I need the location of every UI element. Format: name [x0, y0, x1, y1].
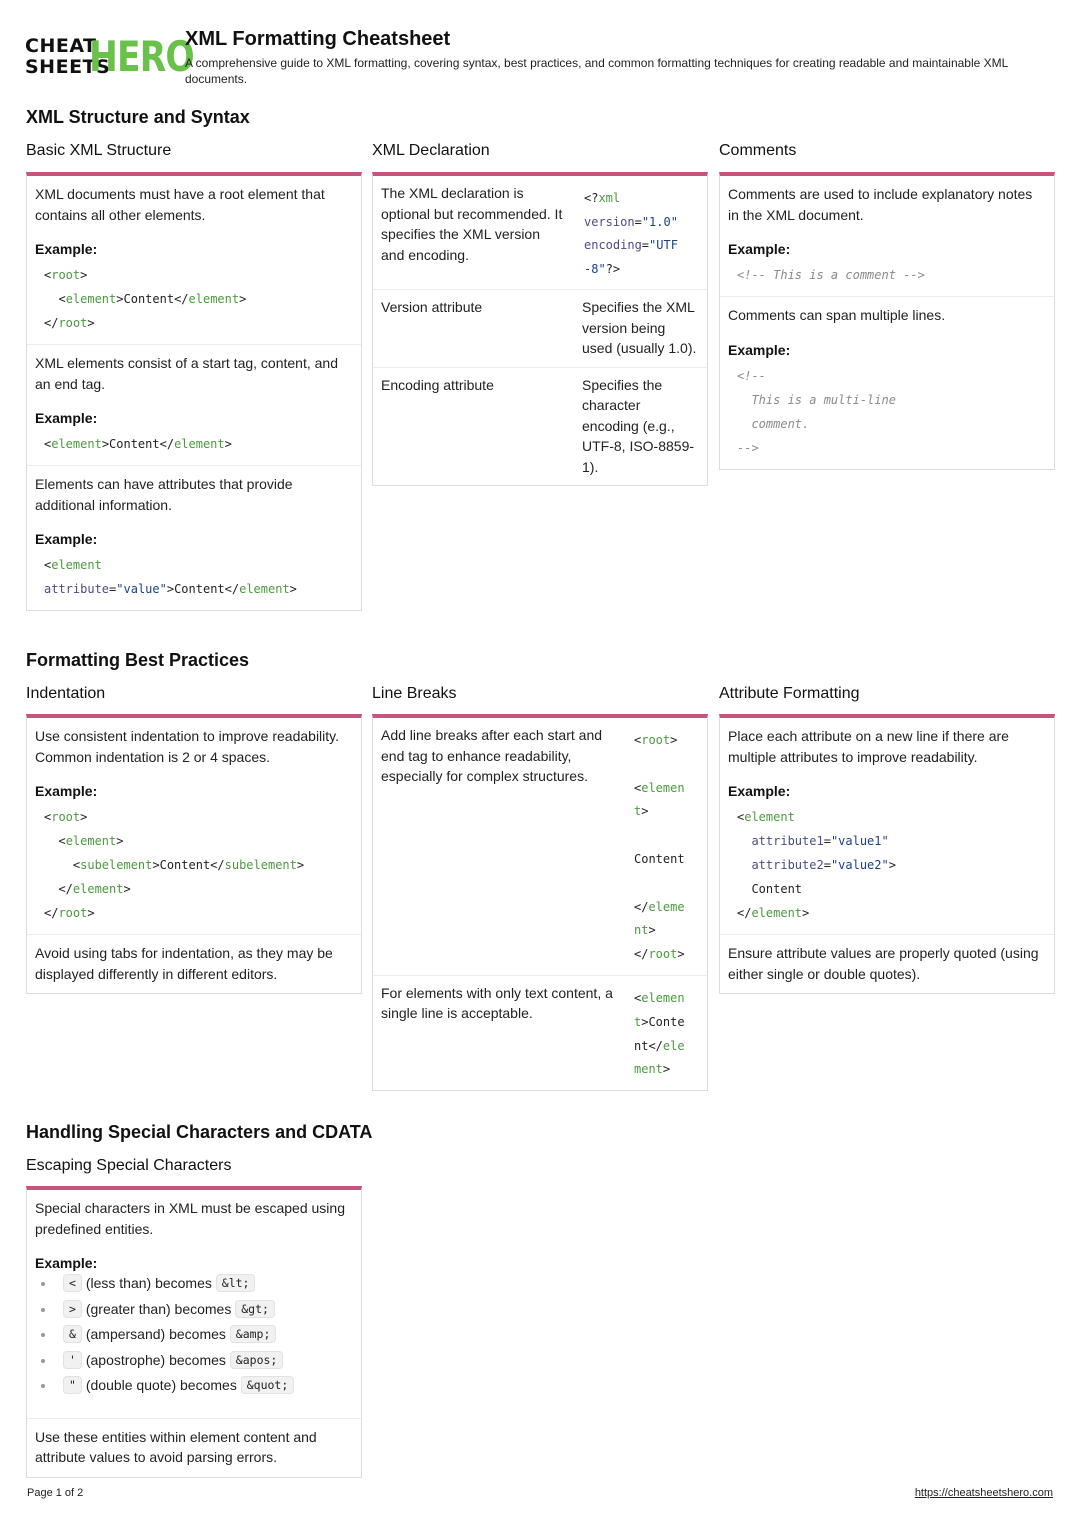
- row-text: For elements with only text content, a single line is acceptable.: [381, 984, 613, 1022]
- row-text: Elements can have attributes that provide additional information.: [35, 476, 293, 513]
- row-text: XML documents must have a root element that contains all other elements.: [35, 186, 325, 223]
- code-example: <elemen t>Conte nt</ele ment>: [634, 990, 685, 1077]
- code-example: <element attribute1="value1" attribute2="value2"> Content </element>: [737, 810, 896, 920]
- row-text: Comments are used to include explanatory notes in the XML document.: [728, 186, 1033, 223]
- list-item: [35, 1297, 353, 1323]
- card-row: [720, 176, 1054, 296]
- char-chip: ': [63, 1351, 82, 1369]
- entity-desc: (apostrophe) becomes: [85, 1351, 226, 1368]
- entity-list: [35, 1271, 353, 1399]
- entity-desc: (ampersand) becomes: [85, 1326, 226, 1343]
- entity-chip: &quot;: [241, 1376, 295, 1394]
- table-row: [373, 176, 707, 289]
- card-title-line-breaks: Line Breaks: [372, 685, 457, 702]
- row-text: The XML declaration is optional but recommended. It specifies the XML version and encoding.: [381, 185, 563, 263]
- char-chip: <: [63, 1274, 82, 1292]
- example-label: Example:: [35, 241, 98, 257]
- card-row: [27, 344, 361, 465]
- example-label: Example:: [35, 410, 98, 426]
- row-text: Use these entities within element content and attribute values to avoid parsing errors.: [35, 1428, 317, 1466]
- card-title-indentation: Indentation: [26, 685, 106, 702]
- code-example: <?xml version="1.0" encoding="UTF -8"?>: [584, 191, 678, 276]
- code-cell: [626, 718, 707, 975]
- card-row: [27, 465, 361, 610]
- code-example: <root> <element>Content</element> </root>: [44, 268, 247, 330]
- row-text: Place each attribute on a new line if there are multiple attributes to improve readability.: [728, 728, 1009, 765]
- row-text: Avoid using tabs for indentation, as they may be displayed differently in different editors.: [35, 945, 333, 982]
- char-chip: &: [63, 1325, 82, 1343]
- example-label: Example:: [728, 783, 791, 799]
- entity-chip: &lt;: [216, 1274, 256, 1292]
- card-basic-structure: [26, 172, 362, 611]
- card-line-breaks: [372, 714, 708, 1091]
- example-label: Example:: [728, 241, 791, 257]
- card-row: [27, 1190, 361, 1418]
- code-example: <root> <element> <subelement>Content</subelement> </element> </root>: [44, 810, 305, 920]
- code-example: <!-- This is a multi-line comment. -->: [737, 368, 896, 455]
- entity-desc: (double quote) becomes: [85, 1377, 237, 1394]
- logo-word-cheat: CHEAT: [25, 35, 97, 57]
- card-row: [27, 934, 361, 993]
- card-xml-declaration: [372, 172, 708, 486]
- row-text: Use consistent indentation to improve readability. Common indentation is 2 or 4 spaces.: [35, 728, 340, 765]
- card-row: [720, 296, 1054, 469]
- entity-chip: &amp;: [230, 1325, 277, 1343]
- table-row: [373, 367, 707, 486]
- row-text: Add line breaks after each start and end tag to enhance readability, especially for complex structures.: [381, 727, 603, 784]
- list-item: [35, 1271, 353, 1297]
- card-row: [720, 934, 1054, 993]
- section-title-structure: XML Structure and Syntax: [26, 107, 250, 127]
- example-label: Example:: [35, 1255, 98, 1271]
- row-text: Ensure attribute values are properly quoted (using either single or double quotes).: [728, 945, 1039, 982]
- row-desc: Specifies the character encoding (e.g., UTF-8, ISO-8859-1).: [582, 376, 695, 475]
- example-label: Example:: [35, 783, 98, 799]
- row-text: XML elements consist of a start tag, content, and an end tag.: [35, 355, 338, 392]
- card-title-attribute-formatting: Attribute Formatting: [719, 685, 860, 702]
- card-attribute-formatting: [719, 714, 1055, 994]
- card-escaping: [26, 1186, 362, 1478]
- code-cell: [574, 176, 707, 289]
- card-comments: [719, 172, 1055, 470]
- card-row: [27, 1418, 361, 1477]
- list-item: [35, 1373, 353, 1399]
- logo-word-sheets: SHEETS: [25, 56, 111, 78]
- page-title: XML Formatting Cheatsheet: [185, 28, 451, 50]
- row-text: Comments can span multiple lines.: [728, 307, 946, 323]
- entity-desc: (less than) becomes: [85, 1275, 212, 1291]
- card-title-basic-structure: Basic XML Structure: [26, 142, 172, 159]
- section-title-special: Handling Special Characters and CDATA: [26, 1122, 373, 1142]
- entity-desc: (greater than) becomes: [85, 1300, 232, 1317]
- page-number: Page 1 of 2: [27, 1487, 84, 1499]
- site-link[interactable]: https://cheatsheetshero.com: [914, 1487, 1053, 1499]
- row-desc: Specifies the XML version being used (usually 1.0).: [582, 299, 697, 356]
- row-text: Special characters in XML must be escaped using predefined entities.: [35, 1200, 345, 1237]
- card-title-comments: Comments: [719, 142, 797, 159]
- section-title-practices: Formatting Best Practices: [26, 650, 250, 670]
- table-row: [373, 975, 707, 1090]
- entity-chip: &apos;: [230, 1351, 284, 1369]
- code-example: <!-- This is a comment -->: [737, 268, 925, 282]
- card-title-escaping: Escaping Special Characters: [26, 1157, 232, 1174]
- code-cell: [626, 976, 707, 1090]
- card-row: [27, 718, 361, 934]
- table-row: [373, 289, 707, 367]
- code-example: <element>Content</element>: [44, 437, 232, 451]
- card-title-xml-declaration: XML Declaration: [372, 142, 490, 159]
- char-chip: >: [63, 1300, 82, 1318]
- list-item: [35, 1322, 353, 1348]
- list-item: [35, 1348, 353, 1374]
- code-example: <root> <elemen t> Content </eleme nt> </root>: [634, 733, 685, 962]
- code-example: <element attribute="value">Content</element>: [44, 558, 297, 596]
- example-label: Example:: [35, 531, 98, 547]
- row-term: Encoding attribute: [381, 376, 494, 393]
- example-label: Example:: [728, 341, 791, 358]
- entity-chip: &gt;: [235, 1300, 275, 1318]
- row-term: Version attribute: [381, 299, 483, 315]
- page-description: A comprehensive guide to XML formatting, covering syntax, best practices, and common formatting techniques for creating readable and maintainable XML documents.: [185, 56, 1008, 86]
- card-row: [27, 176, 361, 344]
- char-chip: ": [63, 1376, 82, 1394]
- table-row: [373, 718, 707, 975]
- card-indentation: [26, 714, 362, 994]
- logo-word-hero: HERO: [89, 32, 194, 81]
- cheatsheets-hero-logo: [25, 32, 194, 81]
- card-row: [720, 718, 1054, 934]
